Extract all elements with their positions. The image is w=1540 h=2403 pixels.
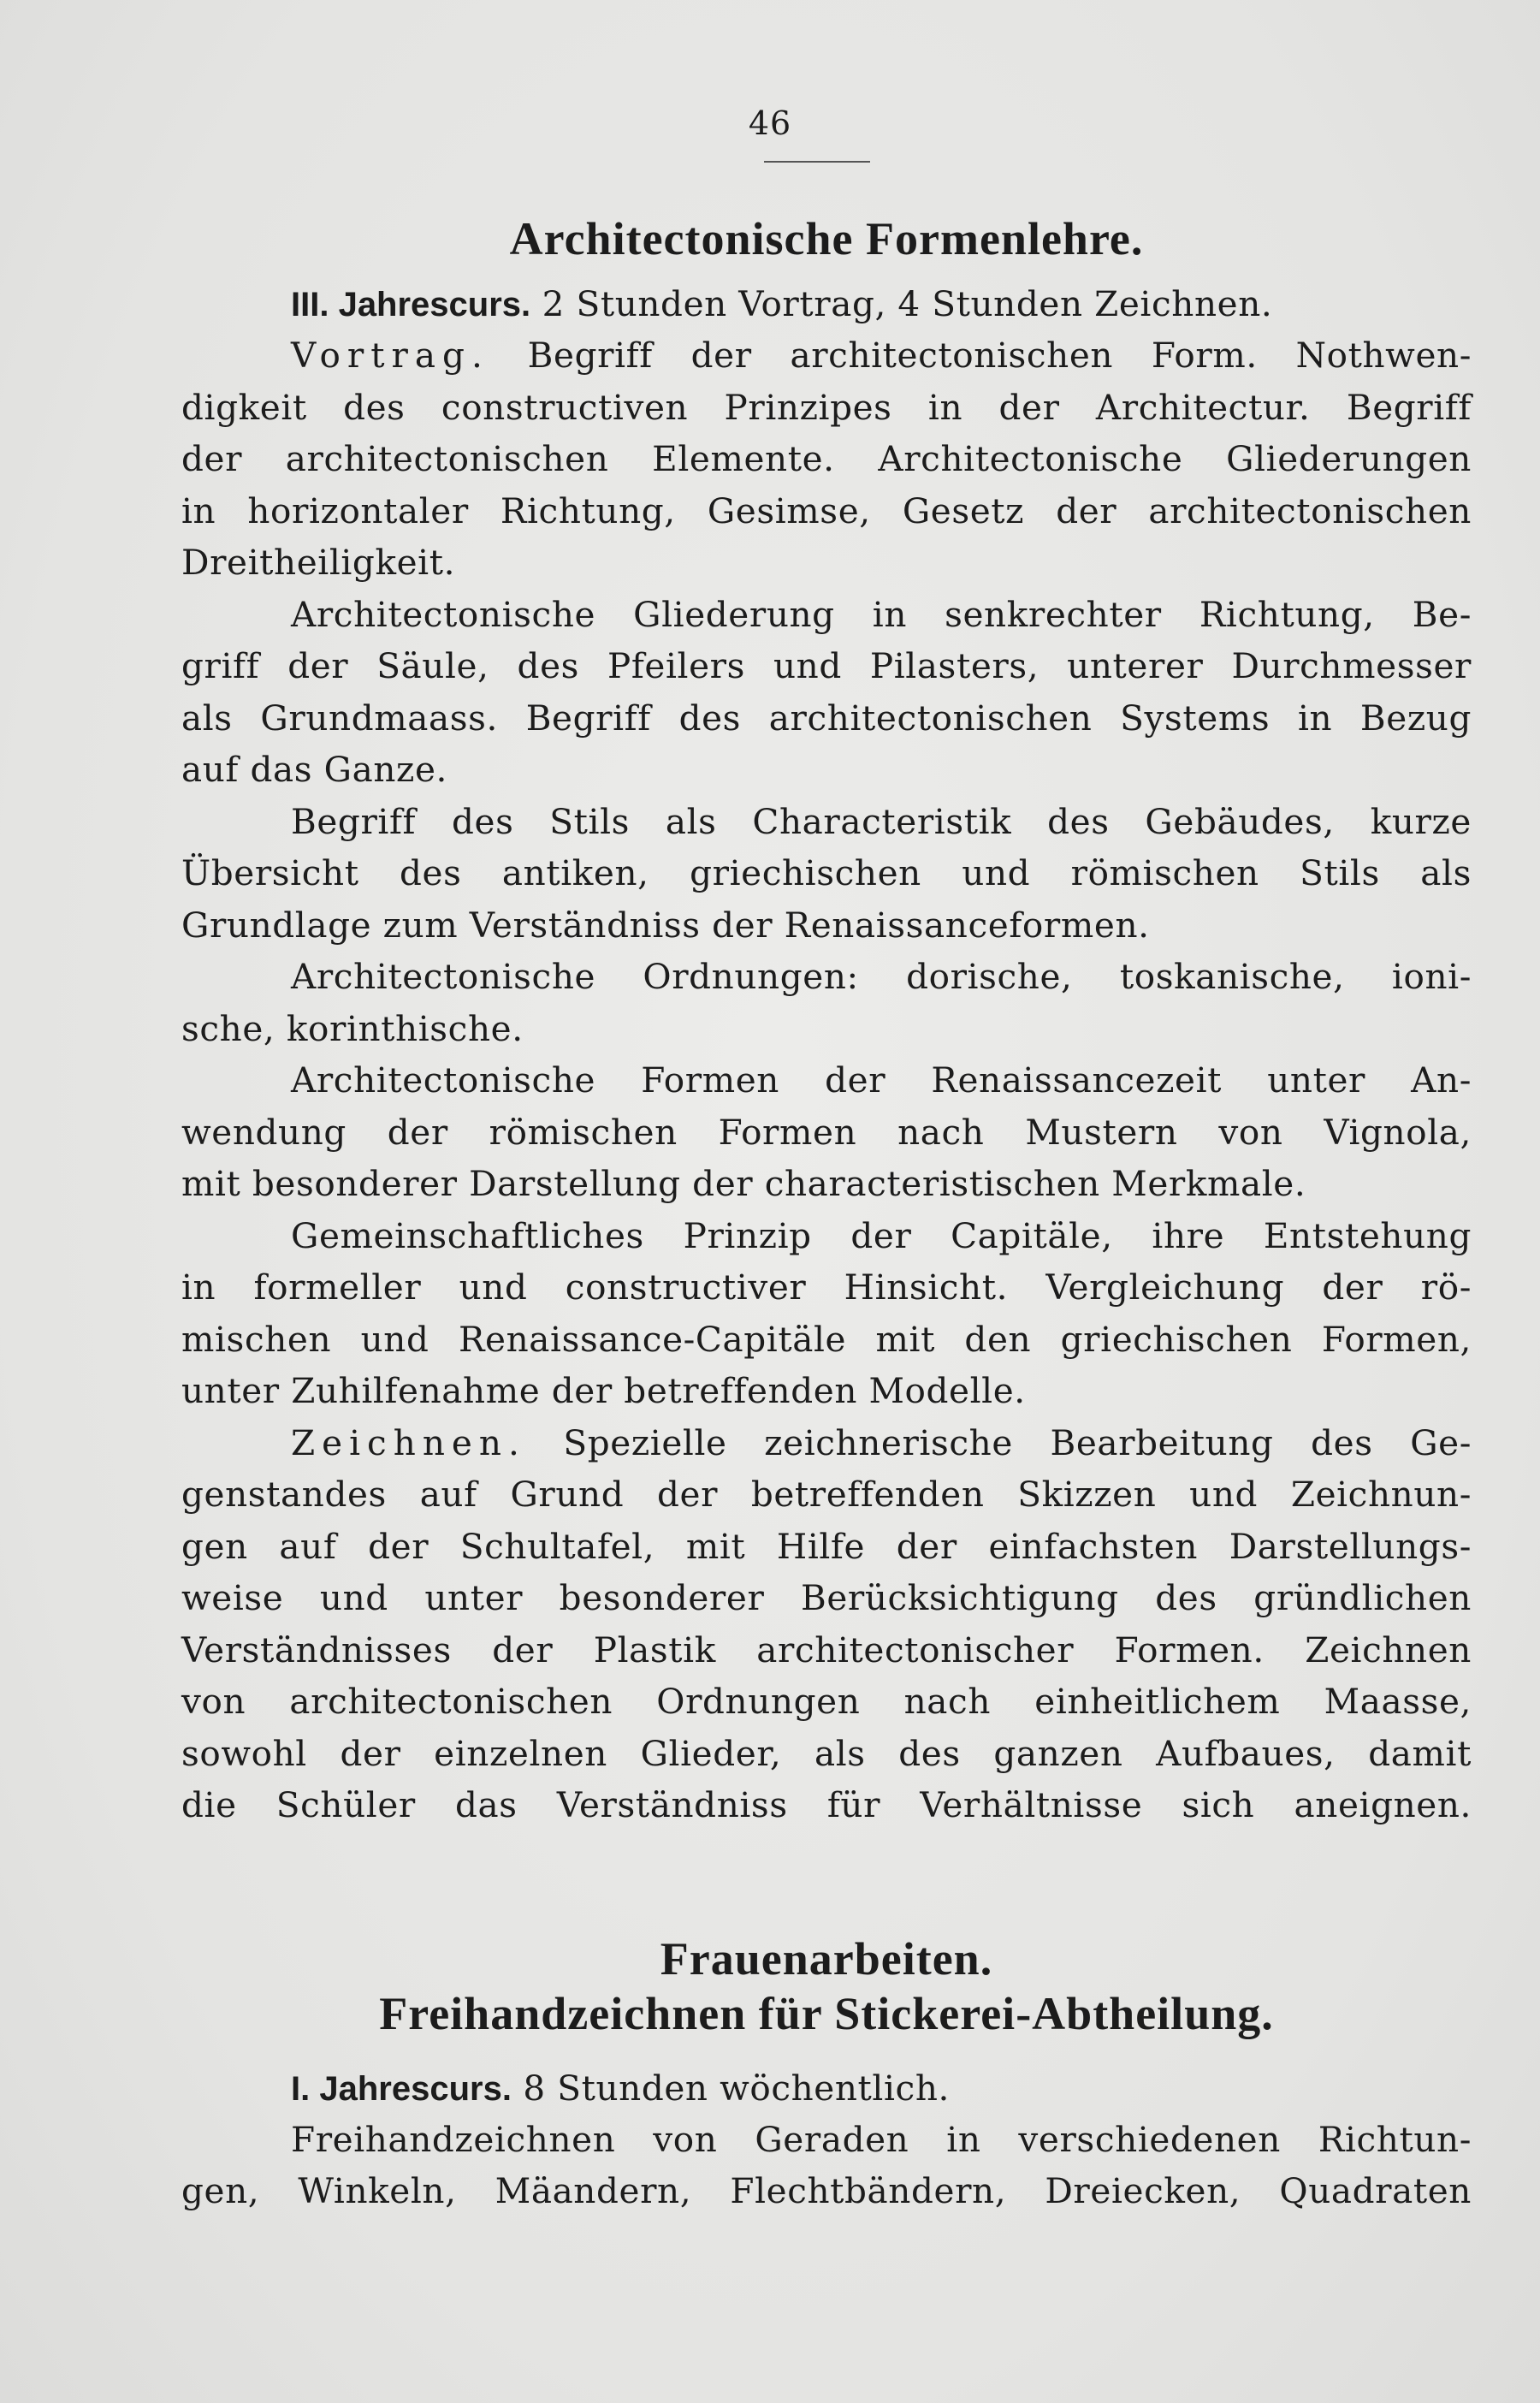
text-line — [181, 386, 1472, 429]
line-text: Übersicht des antiken, griechischen und römischen Stils als — [181, 852, 1472, 893]
text-line — [181, 697, 1472, 739]
line-text: der architectonischen Elemente. Architectonische Gliederungen — [181, 438, 1472, 479]
line-text: Freihandzeichnen von Geraden in verschiedenen Richtun- — [291, 2119, 1472, 2160]
line-text: die Schüler das Verständniss für Verhältnisse sich aneignen. — [181, 1784, 1472, 1825]
line-text: sche, korinthische. — [181, 1007, 524, 1049]
text-line — [291, 334, 1472, 377]
course-header — [291, 2067, 1472, 2110]
line-text: auf das Ganze. — [181, 749, 447, 790]
section-title-2: Freihandzeichnen für Stickerei-Abtheilung. — [379, 1988, 1274, 2039]
text-line — [181, 1111, 1472, 1154]
course-hours: 2 Stunden Vortrag, 4 Stunden Zeichnen. — [530, 283, 1273, 324]
text-line — [181, 437, 1472, 480]
line-text: genstandes auf Grund der betreffenden Skizzen und Zeichnun- — [181, 1474, 1472, 1515]
text-line — [291, 800, 1472, 843]
course-hours: 8 Stunden wöchentlich. — [511, 2068, 950, 2109]
line-text: wendung der römischen Formen nach Mustern von Vignola, — [181, 1111, 1472, 1153]
spaced-heading: Zeichnen. — [291, 1421, 526, 1463]
text-line — [181, 1576, 1472, 1619]
line-text: in formeller und constructiver Hinsicht. Vergleichung der rö- — [181, 1267, 1472, 1308]
text-line — [181, 2169, 1472, 2212]
line-text: von architectonischen Ordnungen nach einheitlichem Maasse, — [181, 1681, 1472, 1722]
text-line — [181, 1473, 1472, 1516]
text-line — [181, 1783, 1472, 1826]
line-text: gen auf der Schultafel, mit Hilfe der einfachsten Darstellungs- — [181, 1525, 1472, 1567]
text-line — [181, 1162, 1472, 1205]
spaced-heading: Vortrag. — [291, 335, 489, 376]
line-text: mischen und Renaissance-Capitäle mit den griechischen Formen, — [181, 1318, 1472, 1360]
text-line — [181, 1369, 1472, 1412]
section-frauenarbeiten — [181, 1932, 1472, 2040]
line-text: Dreitheiligkeit. — [181, 542, 456, 583]
text-line — [291, 955, 1472, 998]
text-line — [181, 541, 1472, 584]
line-text: in horizontaler Richtung, Gesimse, Gesetz der architectonischen — [181, 490, 1472, 531]
line-text: Gemeinschaftliches Prinzip der Capitäle, ihre Entstehung — [291, 1214, 1472, 1256]
line-text: unter Zuhilfenahme der betreffenden Modelle. — [181, 1370, 1026, 1411]
line-text: Architectonische Ordnungen: dorische, toskanische, ioni- — [291, 956, 1472, 997]
section-title: Architectonische Formenlehre. — [509, 213, 1144, 264]
text-line — [291, 1214, 1472, 1257]
line-text: weise und unter besonderer Berücksichtigung des gründlichen — [181, 1577, 1472, 1618]
course-lead: I. Jahrescurs. — [291, 2070, 512, 2108]
text-line — [181, 851, 1472, 894]
text-line — [181, 490, 1472, 532]
text-line — [291, 1421, 1472, 1464]
line-text: Begriff des Stils als Characteristik des Gebäudes, kurze — [291, 800, 1472, 842]
line-text: griff der Säule, des Pfeilers und Pilasters, unterer Durchmesser — [181, 645, 1472, 686]
text-line — [181, 1266, 1472, 1308]
text-line — [181, 1007, 1472, 1050]
line-text: Verständnisses der Plastik architectonischer Formen. Zeichnen — [181, 1629, 1472, 1670]
line-text: Begriff der architectonischen Form. Nothwen- — [489, 335, 1472, 376]
line-text: Spezielle zeichnerische Bearbeitung des Ge- — [525, 1421, 1472, 1463]
line-text: Architectonische Gliederung in senkrechter Richtung, Be- — [291, 593, 1472, 635]
text-line — [181, 1732, 1472, 1775]
text-line — [181, 1318, 1472, 1361]
line-text: digkeit des constructiven Prinzipes in der Architectur. Begriff — [181, 386, 1472, 428]
text-line — [181, 1525, 1472, 1568]
text-line — [181, 904, 1472, 946]
page-number-rule — [764, 161, 870, 163]
line-text: sowohl der einzelnen Glieder, als des ganzen Aufbaues, damit — [181, 1732, 1472, 1774]
section-title-1: Frauenarbeiten. — [660, 1933, 993, 1985]
text-line — [181, 1629, 1472, 1671]
page-number: 46 — [748, 104, 792, 142]
course-lead: III. Jahrescurs. — [291, 286, 531, 323]
line-text: mit besonderer Darstellung der characteristischen Merkmale. — [181, 1163, 1306, 1204]
text-line — [291, 2118, 1472, 2161]
line-text: gen, Winkeln, Mäandern, Flechtbändern, Dreiecken, Quadraten — [181, 2170, 1472, 2211]
text-line — [291, 1059, 1472, 1101]
text-line — [291, 593, 1472, 636]
line-text: Architectonische Formen der Renaissancezeit unter An- — [291, 1059, 1472, 1101]
text-line — [181, 1680, 1472, 1723]
section-architectonische-formenlehre — [181, 212, 1472, 265]
text-line — [181, 748, 1472, 791]
line-text: als Grundmaass. Begriff des architectonischen Systems in Bezug — [181, 697, 1472, 739]
line-text: Grundlage zum Verständniss der Renaissanceformen. — [181, 904, 1150, 946]
text-line — [181, 644, 1472, 687]
course-header — [291, 282, 1472, 326]
